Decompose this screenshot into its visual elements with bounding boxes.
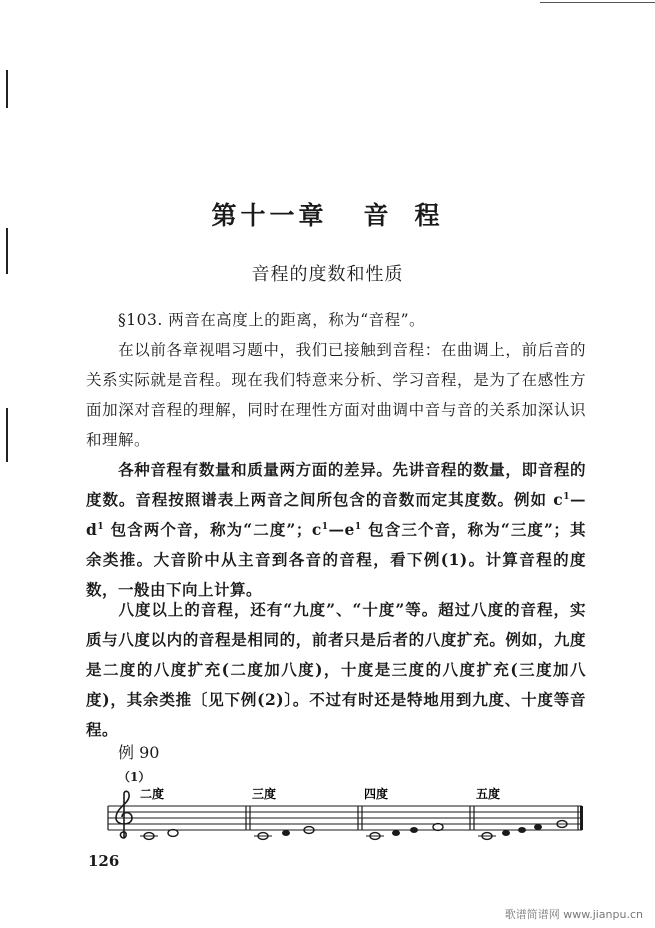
- whole-note: [433, 824, 443, 831]
- section-title: 音程的度数和性质: [251, 264, 404, 285]
- final-bar-line: [580, 806, 583, 830]
- chapter-title-main: 第十一章: [211, 201, 328, 230]
- whole-note: [168, 830, 178, 837]
- paragraph-definition: [86, 305, 586, 335]
- chapter-title-char2: 程: [414, 201, 444, 230]
- example-sub-label: （1）: [118, 770, 151, 784]
- paragraph-intro-text: 在以前各章视唱习题中，我们已接触到音程：在曲调上，前后音的关系实际就是音程。现在我们特意来分析、学习音程，是为了在感性方面加深对音程的理解，同时在理性方面对曲调中音与音的关系加深认识和理解。: [86, 341, 586, 449]
- top-edge-line: [540, 2, 655, 3]
- quarter-note: [502, 830, 510, 836]
- interval-label-fifth: 五度: [476, 787, 501, 801]
- staff-lines: [108, 806, 582, 830]
- superscript-1: 1: [97, 521, 105, 532]
- paragraph-octave-text: 八度以上的音程，还有“九度”、“十度”等。超过八度的音程，实质与八度以内的音程是相同的，前者只是后者的八度扩充。例如，九度是二度的八度扩充(二度加八度)，十度是三度的八度扩充(三度加八度)，其余类推〔见下例(2)〕。不过有时还是特地用到九度、十度等音程。: [86, 600, 586, 739]
- music-staff: [0, 780, 655, 850]
- treble-clef-icon: [116, 791, 132, 838]
- paragraph-octave: [86, 595, 586, 745]
- paragraph-intro: [86, 335, 586, 455]
- note-c: c: [311, 520, 322, 539]
- chapter-title-char1: 音: [363, 201, 393, 230]
- interval-label-third: 三度: [252, 787, 277, 801]
- interval-label-fourth: 四度: [364, 787, 389, 801]
- note-e: e: [344, 520, 355, 539]
- superscript-1: 1: [354, 521, 362, 532]
- paragraph-quantity-text-c: 包含三个音，称为“三度”；其余类推。大音阶中从主音到各音的音程，看下例(1)。计算音程的度数，一般由下向上计算。: [86, 520, 586, 599]
- quarter-note: [534, 824, 542, 830]
- note-d: d: [86, 520, 98, 539]
- dash: —: [328, 520, 345, 539]
- chapter-title: [0, 196, 655, 232]
- paragraph-quantity: [86, 455, 586, 605]
- quarter-note: [282, 830, 290, 836]
- dash: —: [570, 490, 586, 509]
- superscript-1: 1: [563, 491, 570, 502]
- quarter-note: [518, 827, 526, 833]
- paragraph-quantity-text-b: 包含两个音，称为“二度”；: [104, 520, 312, 539]
- example-label: 例 90: [118, 743, 160, 762]
- paragraph-quantity-text-a: 各种音程有数量和质量两方面的差异。先讲音程的数量，即音程的度数。音程按照谱表上两音之间所包含的音数而定其度数。例如: [86, 460, 586, 509]
- quarter-note: [410, 827, 418, 833]
- interval-label-second: 二度: [140, 787, 165, 801]
- watermark: 歌谱简谱网 www.jianpu.cn: [504, 908, 643, 921]
- page-number: 126: [88, 852, 120, 870]
- scan-edge-mark: [6, 70, 8, 108]
- scan-edge-mark: [6, 408, 8, 462]
- superscript-1: 1: [321, 521, 329, 532]
- note-c: c: [553, 490, 564, 509]
- paragraph-definition-text: §103. 两音在高度上的距离，称为“音程”。: [118, 311, 426, 329]
- quarter-note: [392, 830, 400, 836]
